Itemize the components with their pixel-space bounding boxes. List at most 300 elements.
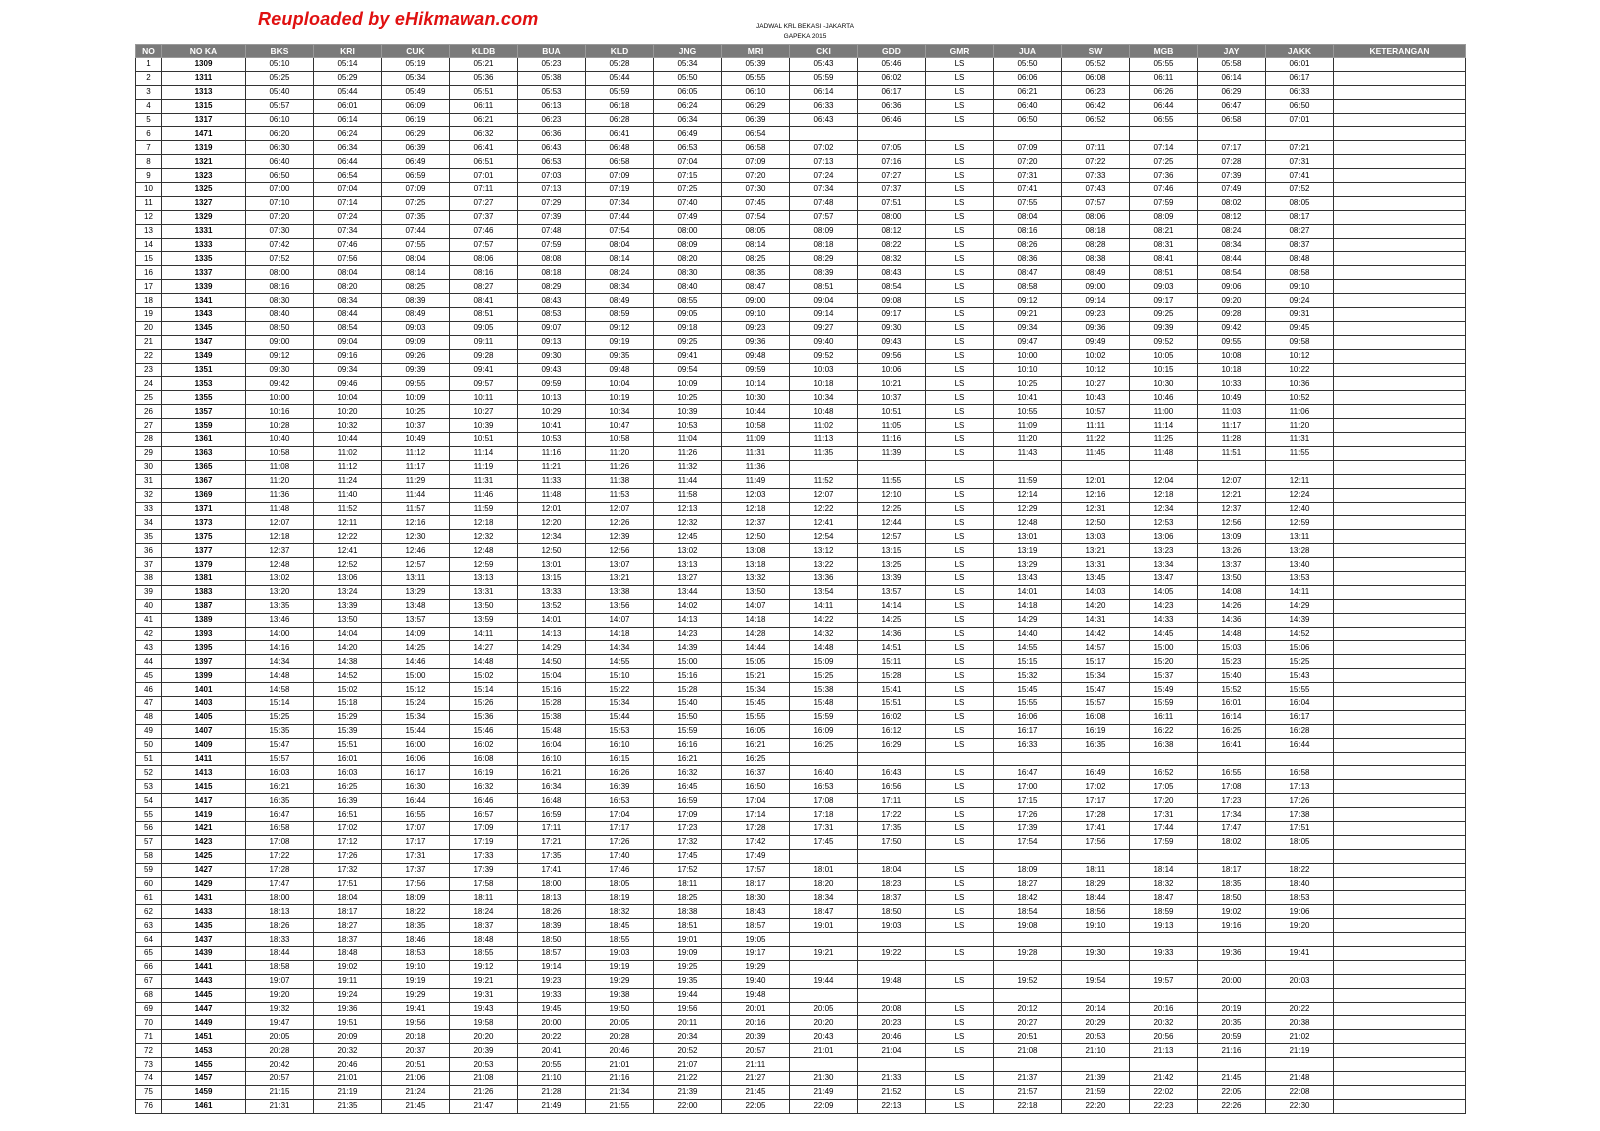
table-row bbox=[136, 266, 1466, 280]
cell-jakk bbox=[1266, 960, 1334, 974]
cell-jng: 15:28 bbox=[654, 683, 722, 697]
cell-kld: 05:59 bbox=[586, 85, 654, 99]
cell-keterangan bbox=[1334, 1072, 1466, 1086]
cell-sw: 11:11 bbox=[1062, 419, 1130, 433]
cell-kri: 06:01 bbox=[314, 99, 382, 113]
cell-mgb bbox=[1130, 1058, 1198, 1072]
cell-no: 39 bbox=[136, 585, 162, 599]
cell-kldb: 18:55 bbox=[450, 947, 518, 961]
cell-bua: 16:21 bbox=[518, 766, 586, 780]
cell-mgb: 21:42 bbox=[1130, 1072, 1198, 1086]
cell-bua: 12:01 bbox=[518, 502, 586, 516]
cell-jng: 13:13 bbox=[654, 558, 722, 572]
cell-cki: 21:49 bbox=[790, 1085, 858, 1099]
cell-jakk: 07:41 bbox=[1266, 169, 1334, 183]
cell-no: 1 bbox=[136, 58, 162, 72]
table-row bbox=[136, 988, 1466, 1002]
cell-gdd: 15:11 bbox=[858, 655, 926, 669]
cell-bua: 07:59 bbox=[518, 238, 586, 252]
cell-cki bbox=[790, 460, 858, 474]
cell-sw bbox=[1062, 1058, 1130, 1072]
cell-gmr: LS bbox=[926, 363, 994, 377]
cell-cuk: 20:18 bbox=[382, 1030, 450, 1044]
cell-keterangan bbox=[1334, 1002, 1466, 1016]
cell-jay: 22:05 bbox=[1198, 1085, 1266, 1099]
cell-kld: 12:07 bbox=[586, 502, 654, 516]
cell-jakk bbox=[1266, 933, 1334, 947]
cell-mgb: 14:45 bbox=[1130, 627, 1198, 641]
cell-jua: 08:36 bbox=[994, 252, 1062, 266]
cell-gmr: LS bbox=[926, 1044, 994, 1058]
cell-no-ka: 1367 bbox=[162, 474, 246, 488]
cell-keterangan bbox=[1334, 863, 1466, 877]
cell-jakk: 06:50 bbox=[1266, 99, 1334, 113]
cell-jng: 18:25 bbox=[654, 891, 722, 905]
cell-sw: 09:49 bbox=[1062, 335, 1130, 349]
cell-kri: 10:32 bbox=[314, 419, 382, 433]
cell-keterangan bbox=[1334, 849, 1466, 863]
cell-bks: 17:22 bbox=[246, 849, 314, 863]
cell-cki: 14:48 bbox=[790, 641, 858, 655]
cell-jakk: 08:17 bbox=[1266, 210, 1334, 224]
cell-jua: 09:34 bbox=[994, 321, 1062, 335]
cell-kri: 19:02 bbox=[314, 960, 382, 974]
cell-jua: 10:55 bbox=[994, 405, 1062, 419]
cell-cuk: 13:48 bbox=[382, 599, 450, 613]
cell-jua: 13:19 bbox=[994, 544, 1062, 558]
cell-cki: 20:05 bbox=[790, 1002, 858, 1016]
cell-mri: 17:57 bbox=[722, 863, 790, 877]
cell-gmr: LS bbox=[926, 224, 994, 238]
cell-jng: 11:32 bbox=[654, 460, 722, 474]
cell-keterangan bbox=[1334, 1030, 1466, 1044]
cell-jakk: 20:03 bbox=[1266, 974, 1334, 988]
cell-mri: 10:14 bbox=[722, 377, 790, 391]
cell-kld: 08:49 bbox=[586, 294, 654, 308]
cell-sw: 18:11 bbox=[1062, 863, 1130, 877]
cell-no-ka: 1319 bbox=[162, 141, 246, 155]
cell-kri: 14:04 bbox=[314, 627, 382, 641]
cell-gmr: LS bbox=[926, 974, 994, 988]
cell-no: 3 bbox=[136, 85, 162, 99]
cell-cuk: 12:57 bbox=[382, 558, 450, 572]
cell-no: 51 bbox=[136, 752, 162, 766]
cell-keterangan bbox=[1334, 530, 1466, 544]
cell-kldb: 17:58 bbox=[450, 877, 518, 891]
cell-bks: 20:05 bbox=[246, 1030, 314, 1044]
cell-mri: 12:37 bbox=[722, 516, 790, 530]
cell-jng: 05:50 bbox=[654, 71, 722, 85]
cell-no-ka: 1381 bbox=[162, 571, 246, 585]
cell-sw: 06:42 bbox=[1062, 99, 1130, 113]
cell-no-ka: 1425 bbox=[162, 849, 246, 863]
cell-gdd: 17:11 bbox=[858, 794, 926, 808]
cell-kri: 16:39 bbox=[314, 794, 382, 808]
cell-no-ka: 1333 bbox=[162, 238, 246, 252]
cell-gmr: LS bbox=[926, 571, 994, 585]
cell-sw: 15:34 bbox=[1062, 669, 1130, 683]
cell-kldb: 19:58 bbox=[450, 1016, 518, 1030]
cell-jua: 17:15 bbox=[994, 794, 1062, 808]
cell-sw: 06:52 bbox=[1062, 113, 1130, 127]
cell-sw: 09:14 bbox=[1062, 294, 1130, 308]
cell-kld: 19:38 bbox=[586, 988, 654, 1002]
cell-jakk: 15:55 bbox=[1266, 683, 1334, 697]
cell-bks: 14:48 bbox=[246, 669, 314, 683]
cell-gmr bbox=[926, 127, 994, 141]
cell-jay: 11:28 bbox=[1198, 433, 1266, 447]
cell-jua: 13:01 bbox=[994, 530, 1062, 544]
cell-gmr bbox=[926, 933, 994, 947]
cell-sw: 07:43 bbox=[1062, 183, 1130, 197]
cell-kldb: 14:11 bbox=[450, 627, 518, 641]
cell-mgb: 09:03 bbox=[1130, 280, 1198, 294]
cell-jakk: 16:04 bbox=[1266, 696, 1334, 710]
cell-bua: 13:52 bbox=[518, 599, 586, 613]
cell-no: 57 bbox=[136, 835, 162, 849]
cell-bua: 20:41 bbox=[518, 1044, 586, 1058]
cell-jua: 07:09 bbox=[994, 141, 1062, 155]
cell-mgb: 15:59 bbox=[1130, 696, 1198, 710]
cell-bua: 16:34 bbox=[518, 780, 586, 794]
cell-no: 15 bbox=[136, 252, 162, 266]
cell-jay: 19:36 bbox=[1198, 947, 1266, 961]
cell-jakk: 18:40 bbox=[1266, 877, 1334, 891]
cell-no-ka: 1383 bbox=[162, 585, 246, 599]
cell-gmr bbox=[926, 752, 994, 766]
cell-no-ka: 1461 bbox=[162, 1099, 246, 1113]
cell-sw: 14:31 bbox=[1062, 613, 1130, 627]
table-row bbox=[136, 183, 1466, 197]
cell-gdd: 17:22 bbox=[858, 808, 926, 822]
cell-no-ka: 1427 bbox=[162, 863, 246, 877]
cell-kld: 14:34 bbox=[586, 641, 654, 655]
cell-bua: 13:01 bbox=[518, 558, 586, 572]
cell-jay: 20:19 bbox=[1198, 1002, 1266, 1016]
cell-keterangan bbox=[1334, 960, 1466, 974]
cell-gdd: 06:46 bbox=[858, 113, 926, 127]
cell-no: 43 bbox=[136, 641, 162, 655]
table-row bbox=[136, 974, 1466, 988]
cell-mgb: 11:14 bbox=[1130, 419, 1198, 433]
cell-no: 33 bbox=[136, 502, 162, 516]
cell-kld: 20:28 bbox=[586, 1030, 654, 1044]
cell-keterangan bbox=[1334, 349, 1466, 363]
cell-cki: 18:34 bbox=[790, 891, 858, 905]
cell-no: 34 bbox=[136, 516, 162, 530]
table-row bbox=[136, 196, 1466, 210]
cell-jay: 12:21 bbox=[1198, 488, 1266, 502]
cell-kri: 05:29 bbox=[314, 71, 382, 85]
cell-kri: 18:27 bbox=[314, 919, 382, 933]
table-row bbox=[136, 335, 1466, 349]
cell-keterangan bbox=[1334, 391, 1466, 405]
cell-bks: 11:48 bbox=[246, 502, 314, 516]
cell-kri: 11:40 bbox=[314, 488, 382, 502]
cell-bks: 18:00 bbox=[246, 891, 314, 905]
cell-cuk: 05:19 bbox=[382, 58, 450, 72]
cell-mri: 08:35 bbox=[722, 266, 790, 280]
cell-no-ka: 1321 bbox=[162, 155, 246, 169]
cell-no: 7 bbox=[136, 141, 162, 155]
cell-keterangan bbox=[1334, 766, 1466, 780]
table-row bbox=[136, 808, 1466, 822]
cell-sw: 06:08 bbox=[1062, 71, 1130, 85]
cell-jng: 12:45 bbox=[654, 530, 722, 544]
cell-mri: 14:28 bbox=[722, 627, 790, 641]
cell-kri: 17:02 bbox=[314, 821, 382, 835]
cell-bks: 20:28 bbox=[246, 1044, 314, 1058]
cell-mri: 22:05 bbox=[722, 1099, 790, 1113]
cell-gdd: 14:36 bbox=[858, 627, 926, 641]
cell-jua bbox=[994, 752, 1062, 766]
cell-no: 61 bbox=[136, 891, 162, 905]
cell-jakk: 17:13 bbox=[1266, 780, 1334, 794]
cell-kri: 08:34 bbox=[314, 294, 382, 308]
cell-mri: 20:16 bbox=[722, 1016, 790, 1030]
cell-bks: 18:33 bbox=[246, 933, 314, 947]
cell-jua: 17:54 bbox=[994, 835, 1062, 849]
cell-mri: 14:07 bbox=[722, 599, 790, 613]
cell-kri: 11:52 bbox=[314, 502, 382, 516]
cell-kldb: 09:28 bbox=[450, 349, 518, 363]
cell-no: 26 bbox=[136, 405, 162, 419]
cell-bks: 16:58 bbox=[246, 821, 314, 835]
cell-cuk: 18:22 bbox=[382, 905, 450, 919]
cell-no-ka: 1351 bbox=[162, 363, 246, 377]
cell-kld: 11:38 bbox=[586, 474, 654, 488]
cell-keterangan bbox=[1334, 224, 1466, 238]
cell-jng: 13:44 bbox=[654, 585, 722, 599]
cell-mri: 07:30 bbox=[722, 183, 790, 197]
cell-jakk: 15:25 bbox=[1266, 655, 1334, 669]
cell-jay: 09:42 bbox=[1198, 321, 1266, 335]
cell-jay bbox=[1198, 460, 1266, 474]
cell-jakk: 06:33 bbox=[1266, 85, 1334, 99]
cell-mri: 11:31 bbox=[722, 446, 790, 460]
cell-kri: 07:24 bbox=[314, 210, 382, 224]
column-header-mri: MRI bbox=[722, 45, 790, 58]
cell-gdd: 12:25 bbox=[858, 502, 926, 516]
cell-bua: 10:13 bbox=[518, 391, 586, 405]
cell-gmr: LS bbox=[926, 641, 994, 655]
cell-no: 37 bbox=[136, 558, 162, 572]
cell-mgb: 10:30 bbox=[1130, 377, 1198, 391]
cell-bua: 21:10 bbox=[518, 1072, 586, 1086]
table-row bbox=[136, 488, 1466, 502]
cell-bua: 06:53 bbox=[518, 155, 586, 169]
cell-cki: 20:20 bbox=[790, 1016, 858, 1030]
cell-no-ka: 1423 bbox=[162, 835, 246, 849]
cell-no: 40 bbox=[136, 599, 162, 613]
cell-jakk: 09:58 bbox=[1266, 335, 1334, 349]
cell-sw: 16:35 bbox=[1062, 738, 1130, 752]
cell-gdd: 12:44 bbox=[858, 516, 926, 530]
table-row bbox=[136, 433, 1466, 447]
cell-jng: 10:25 bbox=[654, 391, 722, 405]
cell-mgb: 16:52 bbox=[1130, 766, 1198, 780]
cell-mri: 19:17 bbox=[722, 947, 790, 961]
cell-kld: 13:38 bbox=[586, 585, 654, 599]
cell-jua: 10:41 bbox=[994, 391, 1062, 405]
cell-jakk: 13:53 bbox=[1266, 571, 1334, 585]
cell-no-ka: 1363 bbox=[162, 446, 246, 460]
cell-kri: 07:34 bbox=[314, 224, 382, 238]
cell-gmr: LS bbox=[926, 419, 994, 433]
cell-bua: 15:04 bbox=[518, 669, 586, 683]
cell-bks: 20:42 bbox=[246, 1058, 314, 1072]
cell-gmr: LS bbox=[926, 1016, 994, 1030]
cell-kri: 09:46 bbox=[314, 377, 382, 391]
cell-mri: 05:39 bbox=[722, 58, 790, 72]
cell-jng: 17:09 bbox=[654, 808, 722, 822]
cell-kri: 16:03 bbox=[314, 766, 382, 780]
cell-jakk: 14:39 bbox=[1266, 613, 1334, 627]
cell-gmr: LS bbox=[926, 794, 994, 808]
cell-mgb: 18:14 bbox=[1130, 863, 1198, 877]
cell-kld: 14:07 bbox=[586, 613, 654, 627]
cell-no-ka: 1405 bbox=[162, 710, 246, 724]
cell-gmr: LS bbox=[926, 58, 994, 72]
cell-cki: 13:22 bbox=[790, 558, 858, 572]
column-header-bua: BUA bbox=[518, 45, 586, 58]
cell-cki: 09:27 bbox=[790, 321, 858, 335]
cell-kri: 08:20 bbox=[314, 280, 382, 294]
cell-gdd: 10:06 bbox=[858, 363, 926, 377]
cell-bua: 20:55 bbox=[518, 1058, 586, 1072]
cell-bks: 11:36 bbox=[246, 488, 314, 502]
cell-no-ka: 1323 bbox=[162, 169, 246, 183]
cell-keterangan bbox=[1334, 446, 1466, 460]
cell-gdd bbox=[858, 988, 926, 1002]
cell-jay: 05:58 bbox=[1198, 58, 1266, 72]
cell-kld: 17:40 bbox=[586, 849, 654, 863]
cell-gmr bbox=[926, 960, 994, 974]
cell-gmr: LS bbox=[926, 599, 994, 613]
cell-sw: 10:27 bbox=[1062, 377, 1130, 391]
table-row bbox=[136, 960, 1466, 974]
cell-sw: 08:28 bbox=[1062, 238, 1130, 252]
cell-kri: 21:19 bbox=[314, 1085, 382, 1099]
table-header-row bbox=[136, 45, 1466, 58]
cell-bks: 16:03 bbox=[246, 766, 314, 780]
cell-keterangan bbox=[1334, 252, 1466, 266]
column-header-no-ka: NO KA bbox=[162, 45, 246, 58]
cell-jng: 16:59 bbox=[654, 794, 722, 808]
cell-bua: 14:29 bbox=[518, 641, 586, 655]
cell-jua: 18:09 bbox=[994, 863, 1062, 877]
cell-cki: 12:22 bbox=[790, 502, 858, 516]
cell-kri: 08:04 bbox=[314, 266, 382, 280]
cell-jakk: 22:08 bbox=[1266, 1085, 1334, 1099]
cell-mgb: 16:22 bbox=[1130, 724, 1198, 738]
cell-kri: 18:17 bbox=[314, 905, 382, 919]
cell-keterangan bbox=[1334, 724, 1466, 738]
cell-kld: 17:26 bbox=[586, 835, 654, 849]
cell-sw: 17:28 bbox=[1062, 808, 1130, 822]
cell-bks: 10:00 bbox=[246, 391, 314, 405]
cell-jakk: 13:28 bbox=[1266, 544, 1334, 558]
cell-mri: 17:04 bbox=[722, 794, 790, 808]
cell-gmr: LS bbox=[926, 238, 994, 252]
cell-gmr: LS bbox=[926, 349, 994, 363]
cell-sw bbox=[1062, 752, 1130, 766]
cell-cki: 13:12 bbox=[790, 544, 858, 558]
cell-gmr: LS bbox=[926, 433, 994, 447]
cell-jng: 09:05 bbox=[654, 308, 722, 322]
cell-kld: 19:50 bbox=[586, 1002, 654, 1016]
cell-mgb: 12:04 bbox=[1130, 474, 1198, 488]
cell-kld: 07:34 bbox=[586, 196, 654, 210]
cell-mgb: 12:34 bbox=[1130, 502, 1198, 516]
cell-jua: 15:55 bbox=[994, 696, 1062, 710]
cell-bks: 17:47 bbox=[246, 877, 314, 891]
cell-jay: 16:01 bbox=[1198, 696, 1266, 710]
cell-kld: 15:34 bbox=[586, 696, 654, 710]
cell-gmr bbox=[926, 988, 994, 1002]
cell-bua: 08:53 bbox=[518, 308, 586, 322]
cell-no-ka: 1413 bbox=[162, 766, 246, 780]
cell-cuk: 16:30 bbox=[382, 780, 450, 794]
cell-cuk: 17:17 bbox=[382, 835, 450, 849]
cell-jng: 20:52 bbox=[654, 1044, 722, 1058]
cell-bua: 08:29 bbox=[518, 280, 586, 294]
cell-cki: 10:03 bbox=[790, 363, 858, 377]
cell-keterangan bbox=[1334, 127, 1466, 141]
cell-gmr: LS bbox=[926, 85, 994, 99]
cell-jua: 14:29 bbox=[994, 613, 1062, 627]
table-row bbox=[136, 321, 1466, 335]
cell-jng: 10:39 bbox=[654, 405, 722, 419]
cell-jay: 18:17 bbox=[1198, 863, 1266, 877]
cell-jng: 08:30 bbox=[654, 266, 722, 280]
cell-jakk: 20:38 bbox=[1266, 1016, 1334, 1030]
cell-jng: 20:11 bbox=[654, 1016, 722, 1030]
table-row bbox=[136, 99, 1466, 113]
cell-no: 32 bbox=[136, 488, 162, 502]
column-header-mgb: MGB bbox=[1130, 45, 1198, 58]
cell-bua: 12:50 bbox=[518, 544, 586, 558]
cell-no: 68 bbox=[136, 988, 162, 1002]
cell-no: 5 bbox=[136, 113, 162, 127]
cell-kldb: 11:19 bbox=[450, 460, 518, 474]
cell-no: 35 bbox=[136, 530, 162, 544]
table-row bbox=[136, 224, 1466, 238]
cell-gdd: 14:25 bbox=[858, 613, 926, 627]
cell-no-ka: 1433 bbox=[162, 905, 246, 919]
cell-gmr: LS bbox=[926, 905, 994, 919]
cell-sw: 16:19 bbox=[1062, 724, 1130, 738]
cell-no: 4 bbox=[136, 99, 162, 113]
cell-gdd: 06:17 bbox=[858, 85, 926, 99]
cell-jng: 17:23 bbox=[654, 821, 722, 835]
cell-keterangan bbox=[1334, 169, 1466, 183]
cell-bua: 15:28 bbox=[518, 696, 586, 710]
column-header-no: NO bbox=[136, 45, 162, 58]
cell-kri: 06:34 bbox=[314, 141, 382, 155]
table-row bbox=[136, 683, 1466, 697]
column-header-jng: JNG bbox=[654, 45, 722, 58]
cell-no: 63 bbox=[136, 919, 162, 933]
cell-jua: 21:08 bbox=[994, 1044, 1062, 1058]
cell-no: 30 bbox=[136, 460, 162, 474]
cell-keterangan bbox=[1334, 655, 1466, 669]
cell-gdd: 21:04 bbox=[858, 1044, 926, 1058]
cell-jng: 10:53 bbox=[654, 419, 722, 433]
cell-jay: 16:25 bbox=[1198, 724, 1266, 738]
cell-mgb: 16:11 bbox=[1130, 710, 1198, 724]
cell-mgb bbox=[1130, 127, 1198, 141]
